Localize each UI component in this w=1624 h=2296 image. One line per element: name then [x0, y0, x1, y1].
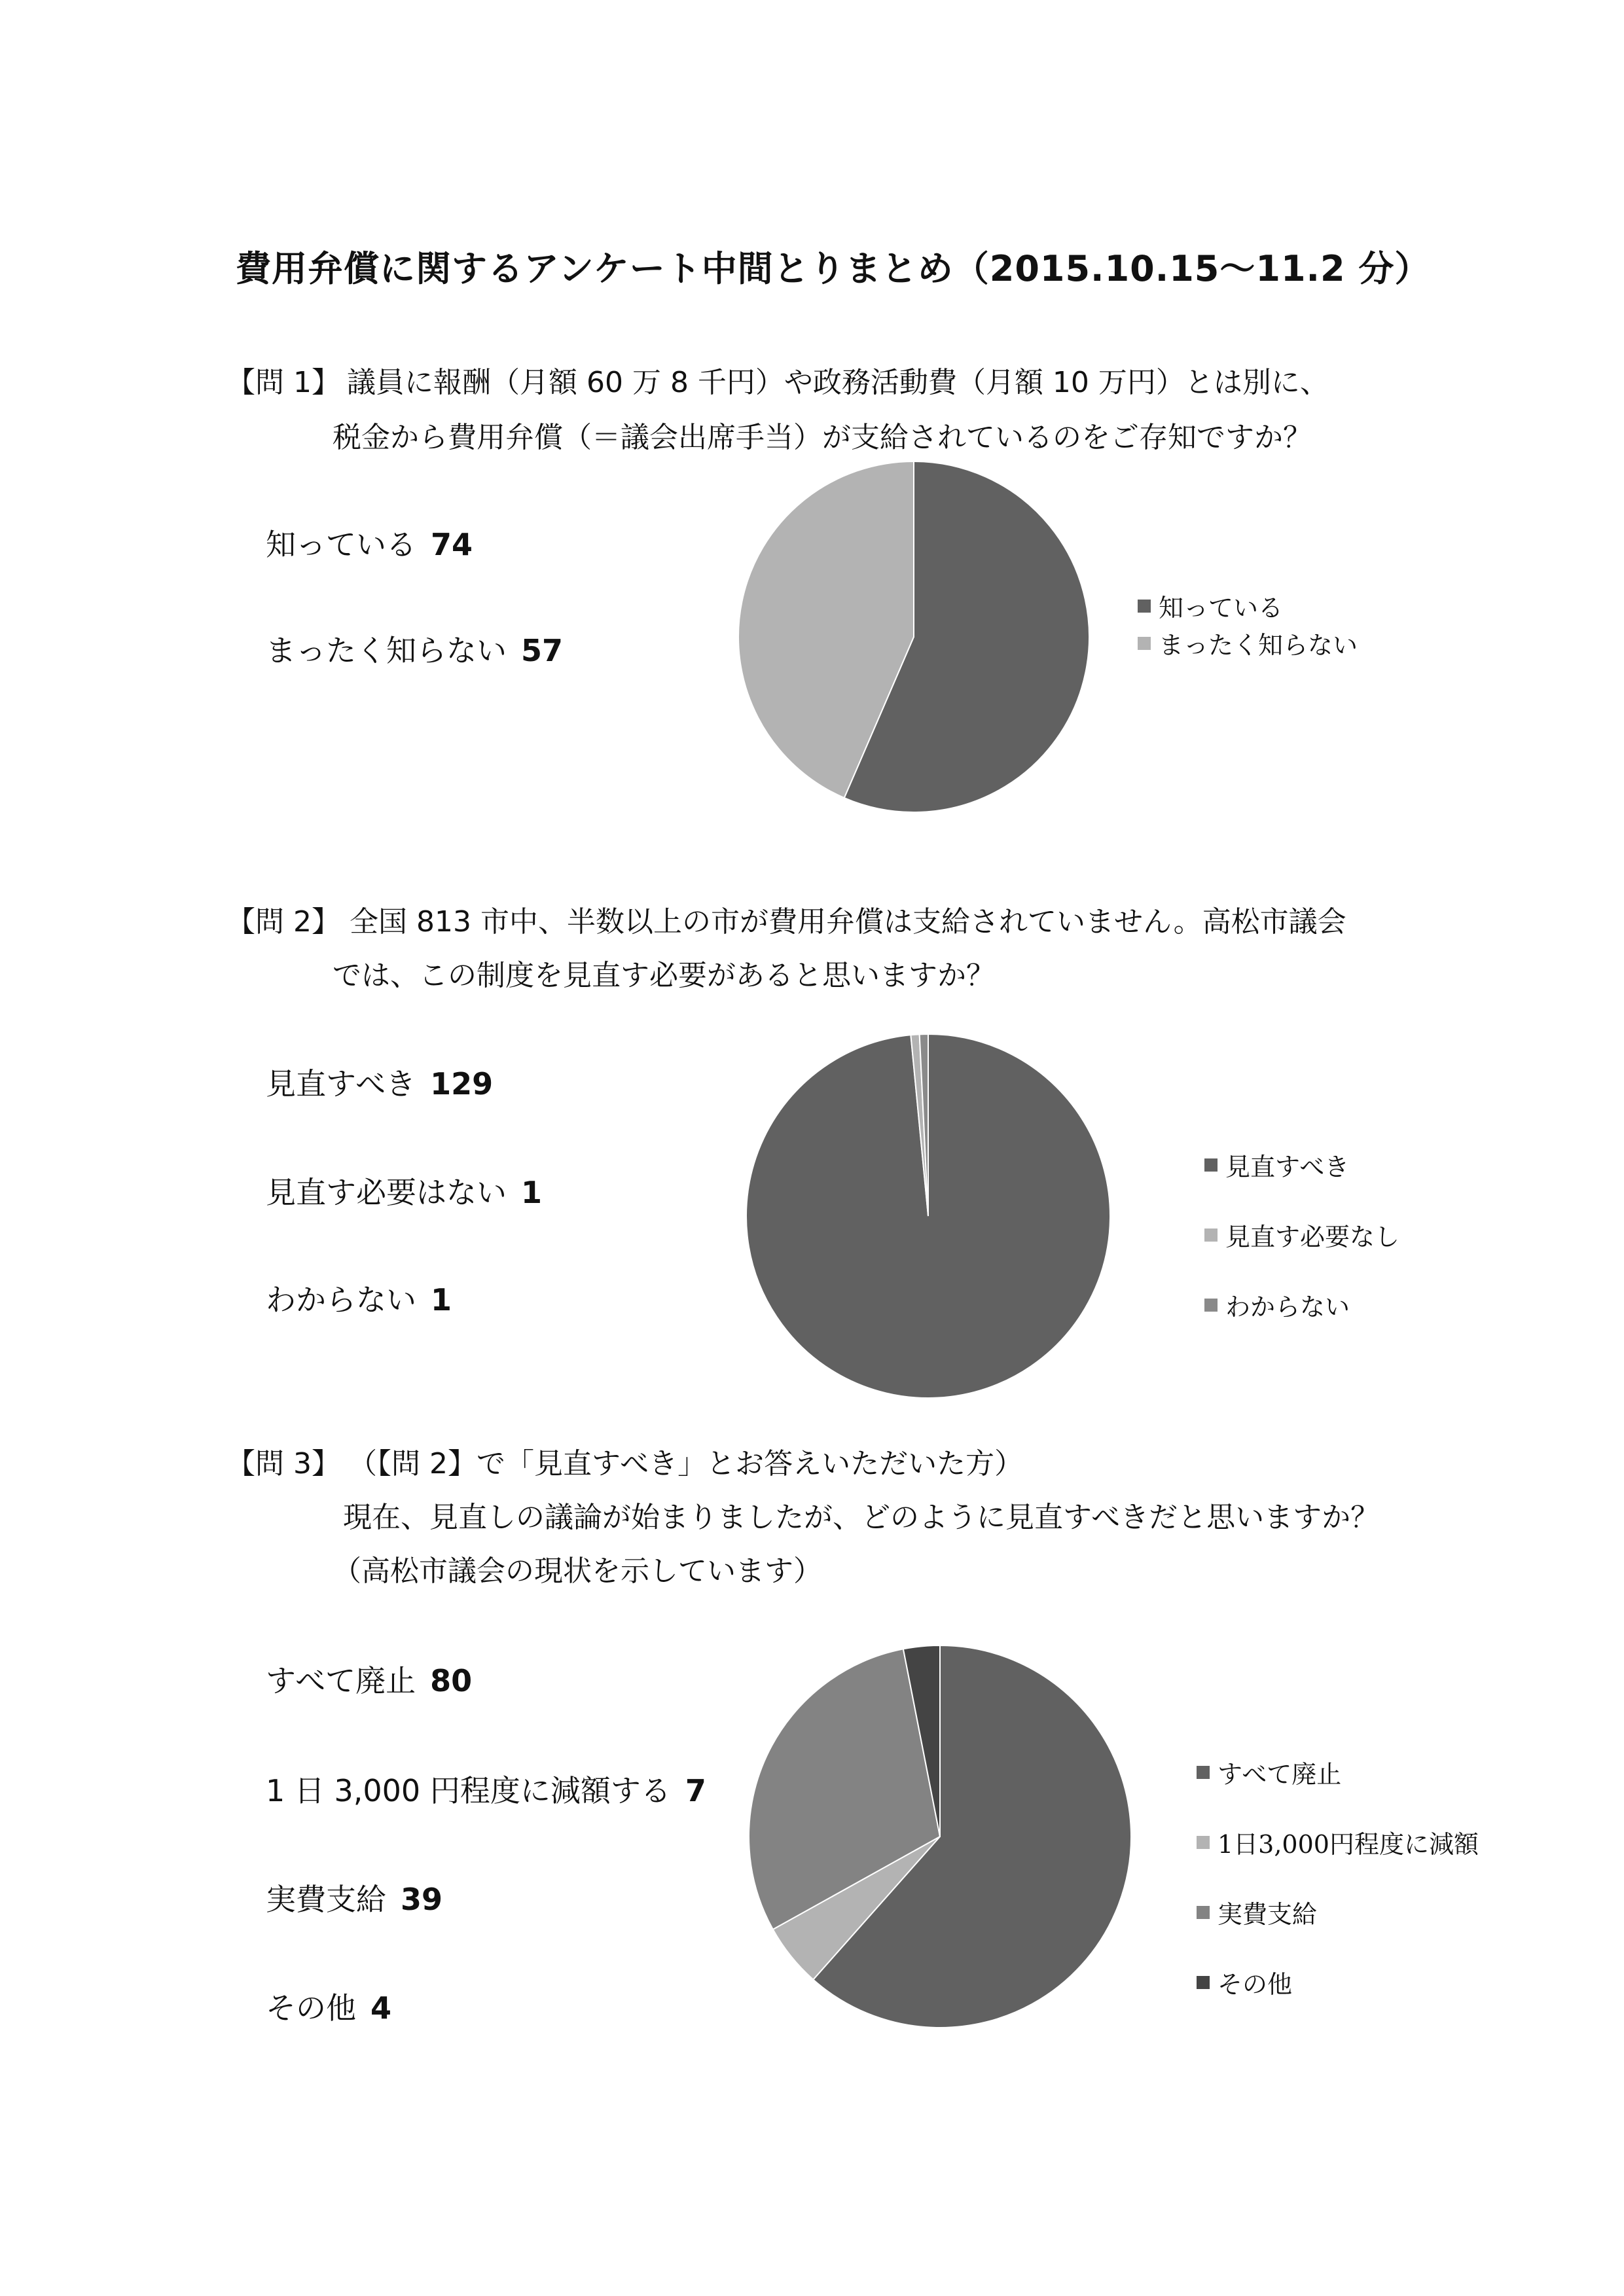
q3-text-line1: （【問 2】で「見直すべき」とお答えいただいた方）	[348, 1447, 1024, 1480]
q1-text-line2: 税金から費用弁償（＝議会出席手当）が支給されているのをご存知ですか？	[333, 421, 1312, 454]
legend-swatch	[1204, 1299, 1218, 1312]
q3-answer-other	[266, 1984, 391, 2028]
legend-item	[1197, 1754, 1479, 1790]
q3-legend	[1197, 1754, 1479, 2034]
legend-label: 見直す必要なし	[1225, 1223, 1400, 1251]
legend-swatch	[1197, 1906, 1210, 1919]
q3-pie-chart	[749, 1645, 1131, 2028]
q2-answer-unsure	[266, 1276, 452, 1319]
q2-text-line1: 全国 813 市中、半数以上の市が費用弁償は支給されていません。高松市議会	[350, 905, 1346, 939]
q3-answer-abolish	[266, 1657, 472, 1700]
answer-count: 39	[401, 1882, 443, 1917]
legend-item	[1138, 625, 1358, 661]
answer-label: その他	[266, 1990, 356, 2026]
legend-label: 知っている	[1159, 594, 1284, 622]
legend-swatch	[1197, 1766, 1210, 1779]
answer-label: すべて廃止	[266, 1663, 416, 1698]
q2-answer-should-review	[266, 1060, 493, 1103]
legend-item	[1204, 1147, 1399, 1183]
q1-answer-unknown	[266, 627, 563, 670]
legend-item	[1197, 1824, 1479, 1860]
q3-answer-reduce	[266, 1767, 706, 1810]
answer-label: 実費支給	[266, 1882, 386, 1917]
legend-item	[1197, 1964, 1479, 2000]
legend-swatch	[1204, 1229, 1218, 1242]
legend-item	[1204, 1287, 1399, 1323]
legend-swatch	[1138, 600, 1151, 613]
legend-swatch	[1197, 1976, 1210, 1989]
q2-legend	[1204, 1147, 1399, 1357]
legend-swatch	[1204, 1158, 1218, 1172]
q2-label: 【問 2】	[226, 905, 340, 939]
q1-legend	[1138, 588, 1358, 662]
q3-text-line2: 現在、見直しの議論が始まりましたが、どのように見直すべきだと思いますか？	[343, 1501, 1380, 1534]
answer-count: 1	[521, 1175, 543, 1210]
answer-count: 80	[430, 1663, 473, 1698]
answer-label: わからない	[266, 1282, 416, 1318]
q1-text-line1: 議員に報酬（月額 60 万 8 千円）や政務活動費（月額 10 万円）とは別に、	[347, 366, 1329, 399]
answer-label: まったく知らない	[266, 633, 507, 668]
q3-label: 【問 3】	[226, 1447, 340, 1480]
q1-pie-chart	[738, 461, 1089, 812]
answer-count: 7	[685, 1773, 706, 1808]
legend-label: わからない	[1225, 1293, 1350, 1321]
legend-swatch	[1138, 637, 1151, 650]
legend-label: すべて廃止	[1218, 1760, 1342, 1789]
q3-answer-actual-cost	[266, 1876, 442, 1919]
q1-answer-known	[266, 521, 473, 564]
legend-item	[1204, 1217, 1399, 1253]
answer-label: 見直す必要はない	[266, 1175, 507, 1210]
q2-answer-no-need	[266, 1169, 542, 1212]
answer-label: 知っている	[266, 527, 416, 562]
legend-label: 1日3,000円程度に減額	[1218, 1830, 1479, 1859]
answer-label: 見直すべき	[266, 1066, 416, 1102]
legend-item	[1197, 1894, 1479, 1930]
legend-label: その他	[1218, 1970, 1293, 1999]
legend-label: 実費支給	[1218, 1900, 1318, 1929]
answer-count: 129	[430, 1066, 494, 1102]
legend-label: まったく知らない	[1159, 631, 1358, 660]
answer-count: 74	[431, 527, 473, 562]
answer-count: 1	[431, 1282, 452, 1318]
q2-pie-chart	[746, 1034, 1110, 1398]
legend-label: 見直すべき	[1225, 1153, 1350, 1181]
answer-label: 1 日 3,000 円程度に減額する	[266, 1773, 671, 1808]
answer-count: 4	[370, 1990, 392, 2026]
q1-label: 【問 1】	[226, 366, 340, 399]
legend-swatch	[1197, 1836, 1210, 1849]
legend-item	[1138, 588, 1358, 624]
answer-count: 57	[521, 633, 564, 668]
page-title: 費用弁償に関するアンケート中間とりまとめ（2015.10.15〜11.2 分）	[236, 248, 1431, 289]
q3-text-line3: （高松市議会の現状を示しています）	[333, 1554, 822, 1588]
q2-text-line2: では、この制度を見直す必要があると思いますか？	[333, 959, 995, 992]
